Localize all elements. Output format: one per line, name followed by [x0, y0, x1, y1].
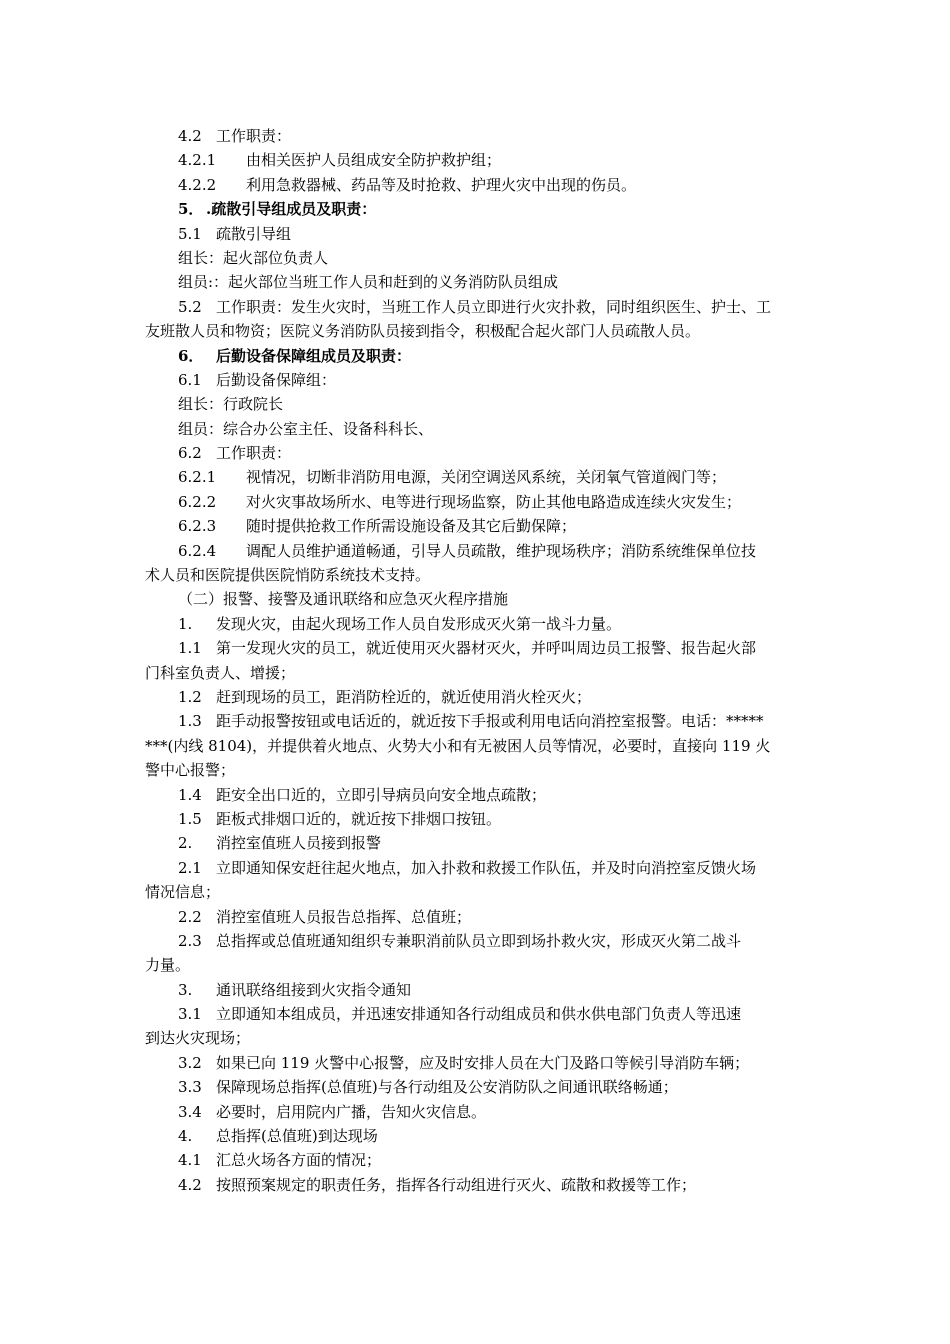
item-text: 立即通知本组成员，并迅速安排通知各行动组成员和供水供电部门负责人等迅速	[216, 1005, 742, 1024]
paragraph-line	[145, 856, 810, 880]
paragraph-line	[145, 1100, 810, 1124]
item-number: 1.2	[178, 687, 202, 706]
paragraph-line	[145, 465, 810, 489]
item-text: 情况信息；	[145, 883, 221, 902]
item-number: 1.	[178, 614, 193, 633]
item-number: 6.2.1	[178, 468, 217, 487]
item-text: 组员:：起火部位当班工作人员和赶到的义务消防队员组成	[178, 273, 559, 292]
item-number: 1.3	[178, 712, 202, 731]
paragraph-line	[145, 441, 810, 465]
item-text: 通讯联络组接到火灾指令通知	[216, 980, 412, 999]
item-text: .疏散引导组成员及职责：	[206, 200, 377, 219]
item-text: 按照预案规定的职责任务，指挥各行动组进行灭火、疏散和救援等工作；	[216, 1175, 697, 1194]
item-text: 利用急救器械、药品等及时抢救、护理火灾中出现的伤员。	[246, 175, 637, 194]
paragraph-line	[145, 709, 810, 733]
paragraph-line	[145, 319, 810, 343]
item-number: 6.2.2	[178, 492, 217, 511]
item-number: 6.2.4	[178, 541, 217, 560]
item-text: 疏散引导组	[216, 224, 292, 243]
paragraph-line	[145, 612, 810, 636]
item-text: 总指挥(总值班)到达现场	[216, 1127, 378, 1146]
item-text: 第一发现火灾的员工，就近使用灭火器材灭火，并呼叫周边员工报警、报告起火部	[216, 639, 757, 658]
item-text: 距安全出口近的，立即引导病员向安全地点疏散；	[216, 785, 547, 804]
paragraph-line	[145, 978, 810, 1002]
item-text: 到达火灾现场；	[145, 1029, 251, 1048]
item-text: 距板式排烟口近的，就近按下排烟口按钮。	[216, 809, 502, 828]
paragraph-line	[145, 1051, 810, 1075]
item-number: 1.1	[178, 639, 202, 658]
item-text: 如果已向 119 火警中心报警，应及时安排人员在大门及路口等候引导消防车辆；	[216, 1053, 750, 1072]
item-text: 术人员和医院提供医院悄防系统技术支持。	[145, 566, 431, 585]
item-text: 组长：起火部位负责人	[178, 248, 329, 267]
paragraph-line	[145, 173, 810, 197]
item-number: 4.1	[178, 1151, 202, 1170]
item-text: 随时提供抢救工作所需设施设备及其它后勤保障；	[246, 517, 577, 536]
paragraph-line	[145, 295, 810, 319]
paragraph-line	[145, 490, 810, 514]
section-heading	[145, 197, 810, 221]
item-text: 发现火灾，由起火现场工作人员自发形成灭火第一战斗力量。	[216, 614, 622, 633]
item-text: 门科室负责人、增援；	[145, 663, 296, 682]
paragraph-line	[145, 880, 810, 904]
item-text: 友班散人员和物资；医院义务消防队员接到指令，积极配合起火部门人员疏散人员。	[145, 322, 701, 341]
item-text: ***(内线 8104)，并提供着火地点、火势大小和有无被困人员等情况，必要时，直接向 119 火	[145, 736, 771, 755]
paragraph-line	[145, 148, 810, 172]
paragraph-line	[145, 661, 810, 685]
paragraph-line	[145, 1026, 810, 1050]
item-number: 3.4	[178, 1102, 202, 1121]
paragraph-line	[145, 417, 810, 441]
paragraph-line	[145, 831, 810, 855]
item-number: 2.3	[178, 931, 202, 950]
item-number: 6．	[178, 346, 204, 365]
item-number: 6.1	[178, 370, 202, 389]
item-number: 4.	[178, 1127, 193, 1146]
paragraph-line	[145, 514, 810, 538]
item-text: 保障现场总指挥(总值班)与各行动组及公安消防队之间通讯联络畅通；	[216, 1078, 678, 1097]
item-text: 警中心报警；	[145, 761, 236, 780]
paragraph-line	[145, 124, 810, 148]
item-text: 立即通知保安赶往起火地点，加入扑救和救援工作队伍，并及时向消控室反馈火场	[216, 858, 757, 877]
paragraph-line	[145, 563, 810, 587]
paragraph-line	[145, 929, 810, 953]
item-number: 4.2.2	[178, 175, 217, 194]
item-text: 工作职责：	[216, 444, 292, 463]
item-number: 4.2	[178, 1175, 202, 1194]
item-text: 后勤设备保障组：	[216, 370, 337, 389]
item-number: 1.5	[178, 809, 202, 828]
paragraph-line	[145, 222, 810, 246]
paragraph-line	[145, 539, 810, 563]
paragraph-line	[145, 905, 810, 929]
item-text: 消控室值班人员接到报警	[216, 834, 382, 853]
paragraph-line	[145, 1124, 810, 1148]
item-number: 5．	[178, 200, 204, 219]
item-number: 6.2.3	[178, 517, 217, 536]
item-number: 3.	[178, 980, 193, 999]
paragraph-line	[145, 636, 810, 660]
paragraph-line	[145, 1075, 810, 1099]
item-text: 视情况，切断非消防用电源，关闭空调送风系统，关闭氧气管道阀门等；	[246, 468, 727, 487]
paragraph-line	[145, 368, 810, 392]
paragraph-line	[145, 270, 810, 294]
paragraph-line	[145, 1148, 810, 1172]
item-text: 由相关医护人员组成安全防护救护组；	[246, 151, 502, 170]
paragraph-line	[145, 392, 810, 416]
item-text: 总指挥或总值班通知组织专兼职消前队员立即到场扑救火灾，形成灭火第二战斗	[216, 931, 742, 950]
item-text: 后勤设备保障组成员及职责：	[216, 346, 412, 365]
item-text: 汇总火场各方面的情况；	[216, 1151, 382, 1170]
item-number: 5.1	[178, 224, 202, 243]
item-text: 组员：综合办公室主任、设备科科长、	[178, 419, 434, 438]
item-text: （二）报警、接警及通讯联络和应急灭火程序措施	[178, 590, 509, 609]
item-number: 6.2	[178, 444, 202, 463]
paragraph-line	[145, 246, 810, 270]
item-text: 工作职责：	[216, 127, 292, 145]
item-number: 2.	[178, 834, 193, 853]
paragraph-line	[145, 1002, 810, 1026]
item-text: 对火灾事故场所水、电等进行现场监察，防止其他电路造成连续火灾发生；	[246, 492, 742, 511]
paragraph-line	[145, 734, 810, 758]
item-text: 工作职责：发生火灾时，当班工作人员立即进行火灾扑救，同时组织医生、护士、工	[216, 297, 772, 316]
item-text: 组长：行政院长	[178, 395, 284, 414]
paragraph-line	[145, 1173, 810, 1197]
item-text: 力量。	[145, 956, 191, 975]
paragraph-line	[145, 783, 810, 807]
item-number: 3.2	[178, 1053, 202, 1072]
item-text: 消控室值班人员报告总指挥、总值班；	[216, 907, 472, 926]
item-number: 1.4	[178, 785, 202, 804]
item-number: 3.3	[178, 1078, 202, 1097]
item-number: 4.2	[178, 127, 202, 145]
item-text: 调配人员维护通道畅通，引导人员疏散，维护现场秩序；消防系统维保单位技	[246, 541, 757, 560]
paragraph-line	[145, 758, 810, 782]
item-number: 4.2.1	[178, 151, 217, 170]
section-heading	[145, 587, 810, 611]
section-heading	[145, 344, 810, 368]
item-text: 距手动报警按钮或电话近的，就近按下手报或利用电话向消控室报警。电话：*****	[216, 712, 764, 731]
item-number: 5.2	[178, 297, 202, 316]
item-text: 必要时，启用院内广播，告知火灾信息。	[216, 1102, 487, 1121]
item-number: 2.2	[178, 907, 202, 926]
paragraph-line	[145, 807, 810, 831]
item-number: 3.1	[178, 1005, 202, 1024]
item-number: 2.1	[178, 858, 202, 877]
item-text: 赶到现场的员工，距消防栓近的，就近使用消火栓灭火；	[216, 687, 592, 706]
document-body	[145, 124, 810, 1197]
paragraph-line	[145, 953, 810, 977]
paragraph-line	[145, 685, 810, 709]
